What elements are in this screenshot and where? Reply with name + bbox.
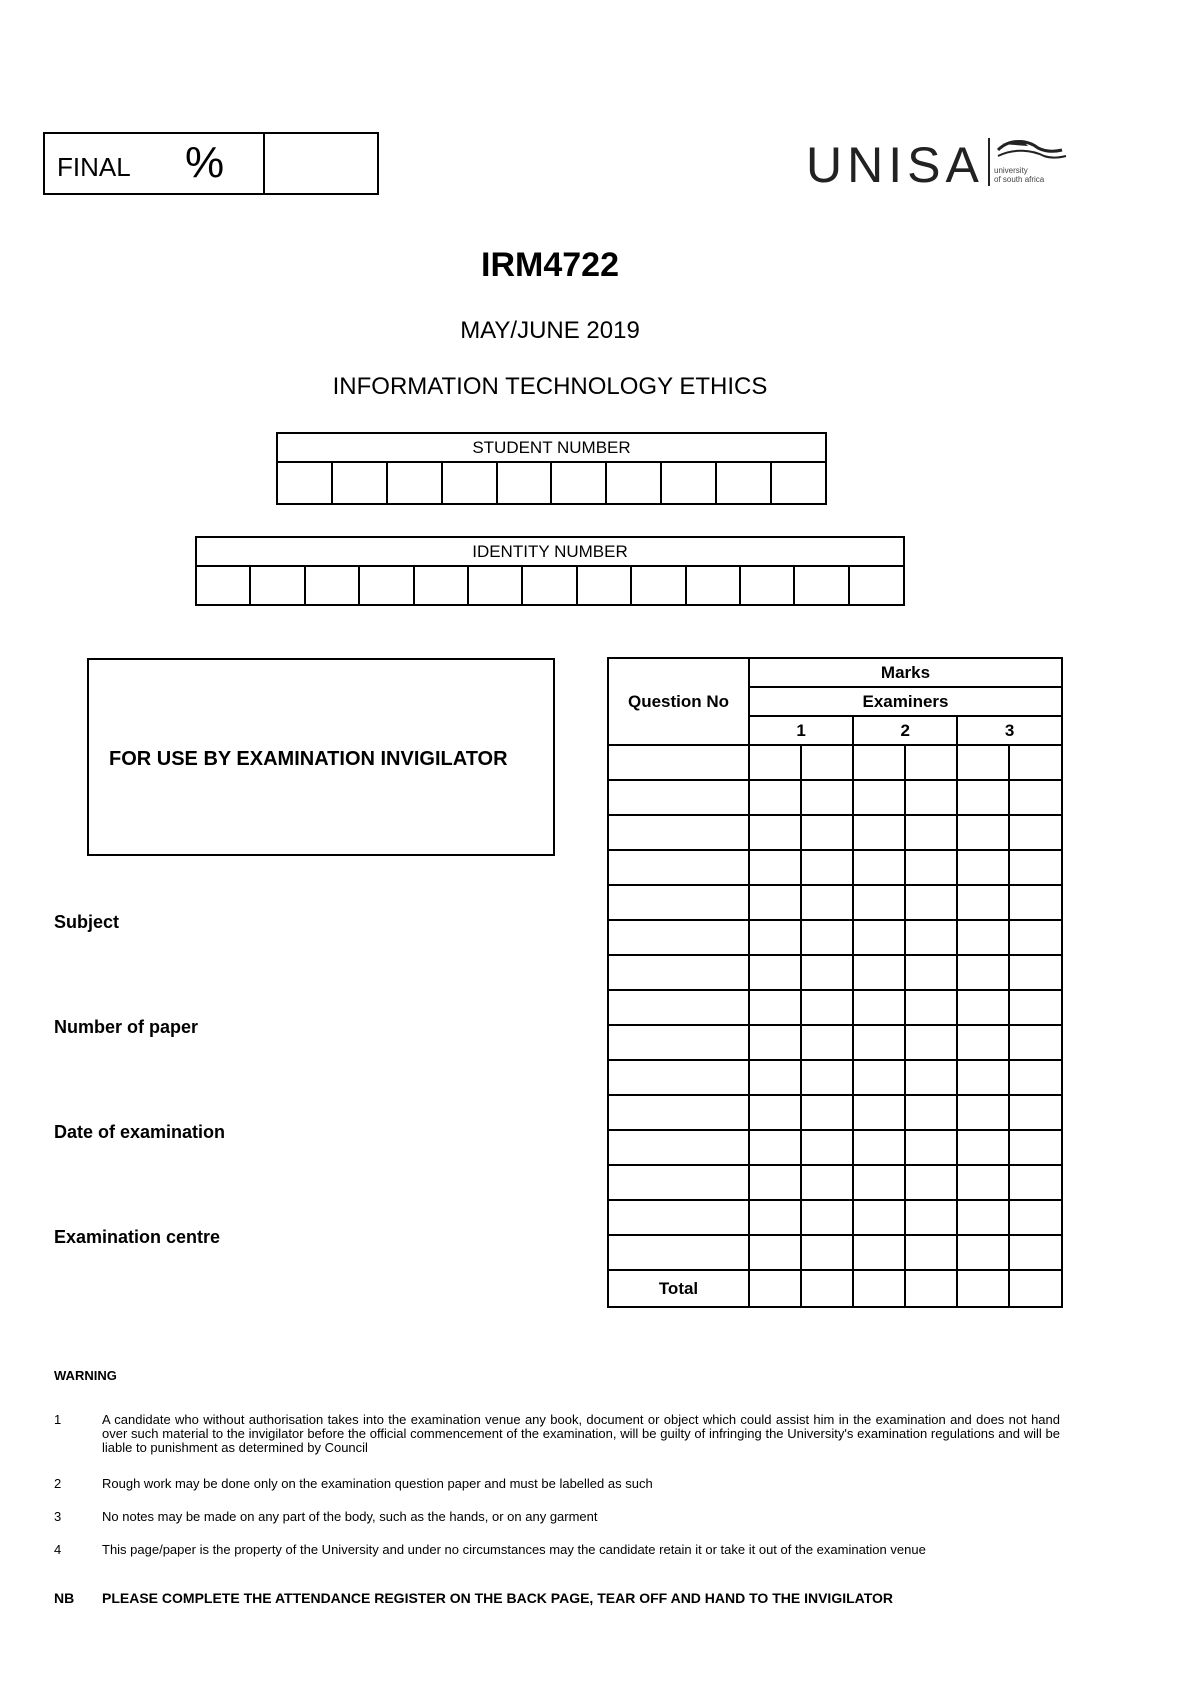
identity-number-grid (195, 536, 905, 606)
mark-cell[interactable] (801, 1025, 853, 1060)
question-no-cell[interactable] (608, 1060, 749, 1095)
mark-cell[interactable] (957, 920, 1009, 955)
student-number-cell[interactable] (442, 462, 497, 504)
total-mark-cell[interactable] (749, 1270, 801, 1307)
mark-cell[interactable] (905, 780, 957, 815)
examiners-header: Examiners (749, 687, 1062, 716)
mark-cell[interactable] (853, 955, 905, 990)
mark-cell[interactable] (1009, 745, 1062, 780)
mark-cell[interactable] (749, 815, 801, 850)
identity-number-cell[interactable] (740, 566, 794, 605)
marks-row (608, 1025, 1062, 1060)
mark-cell[interactable] (749, 780, 801, 815)
mark-cell[interactable] (905, 920, 957, 955)
logo-sub-line2: of south africa (994, 175, 1045, 184)
warning-item-text: Rough work may be done only on the examination question paper and must be labelled as such (102, 1476, 653, 1491)
mark-cell[interactable] (801, 885, 853, 920)
mark-cell[interactable] (957, 955, 1009, 990)
mark-cell[interactable] (957, 780, 1009, 815)
final-percent-box (43, 132, 379, 195)
mark-cell[interactable] (853, 1235, 905, 1270)
mark-cell[interactable] (801, 920, 853, 955)
mark-cell[interactable] (905, 885, 957, 920)
mark-cell[interactable] (905, 955, 957, 990)
student-number-cells (277, 462, 826, 504)
mark-cell[interactable] (749, 1060, 801, 1095)
question-no-cell[interactable] (608, 1095, 749, 1130)
percent-symbol: % (185, 138, 225, 187)
student-number-cell[interactable] (606, 462, 661, 504)
question-no-cell[interactable] (608, 780, 749, 815)
mark-cell[interactable] (801, 850, 853, 885)
mark-cell[interactable] (905, 990, 957, 1025)
marks-row (608, 780, 1062, 815)
mark-cell[interactable] (1009, 990, 1062, 1025)
student-number-cell[interactable] (497, 462, 552, 504)
mark-cell[interactable] (801, 1095, 853, 1130)
mark-cell[interactable] (1009, 885, 1062, 920)
mark-cell[interactable] (749, 850, 801, 885)
mark-cell[interactable] (1009, 1130, 1062, 1165)
question-no-cell[interactable] (608, 1235, 749, 1270)
mark-cell[interactable] (801, 1200, 853, 1235)
mark-cell[interactable] (853, 745, 905, 780)
final-label-cell (45, 134, 265, 193)
marks-header: Marks (749, 658, 1062, 687)
course-code: IRM4722 (481, 246, 619, 284)
mark-cell[interactable] (957, 990, 1009, 1025)
warning-item-number: 4 (54, 1542, 62, 1557)
mark-cell[interactable] (749, 1130, 801, 1165)
exam-centre-label: Examination centre (54, 1227, 221, 1247)
identity-number-cell[interactable] (196, 566, 250, 605)
examiner-2-header: 2 (853, 716, 957, 745)
warning-item-3 (54, 1510, 1060, 1524)
final-percent-entry[interactable] (265, 134, 377, 193)
warning-title: WARNING (54, 1368, 117, 1383)
identity-number-cells (196, 566, 904, 605)
invigilator-box (87, 658, 555, 856)
marks-table-body (608, 745, 1062, 1270)
mark-cell[interactable] (853, 1200, 905, 1235)
paper-number-label: Number of paper (54, 1017, 199, 1037)
examiner-1-header: 1 (749, 716, 853, 745)
marks-row (608, 745, 1062, 780)
question-no-cell[interactable] (608, 990, 749, 1025)
mark-cell[interactable] (853, 920, 905, 955)
question-no-cell[interactable] (608, 1130, 749, 1165)
question-no-cell[interactable] (608, 815, 749, 850)
warning-item-number: 1 (54, 1412, 62, 1427)
marks-row (608, 990, 1062, 1025)
mark-cell[interactable] (801, 745, 853, 780)
identity-number-cell[interactable] (414, 566, 468, 605)
mark-cell[interactable] (801, 815, 853, 850)
mark-cell[interactable] (1009, 955, 1062, 990)
mark-cell[interactable] (853, 1130, 905, 1165)
question-no-cell[interactable] (608, 885, 749, 920)
mark-cell[interactable] (853, 1165, 905, 1200)
mark-cell[interactable] (749, 920, 801, 955)
mark-cell[interactable] (957, 1130, 1009, 1165)
mark-cell[interactable] (957, 1235, 1009, 1270)
mark-cell[interactable] (749, 1235, 801, 1270)
student-number-cell[interactable] (387, 462, 442, 504)
mark-cell[interactable] (853, 1060, 905, 1095)
total-label: Total (608, 1270, 749, 1307)
warning-item-4 (54, 1543, 1060, 1557)
mark-cell[interactable] (957, 850, 1009, 885)
mark-cell[interactable] (957, 1060, 1009, 1095)
mark-cell[interactable] (749, 1165, 801, 1200)
mark-cell[interactable] (853, 1025, 905, 1060)
mark-cell[interactable] (957, 1025, 1009, 1060)
student-number-grid (276, 432, 827, 505)
mark-cell[interactable] (749, 745, 801, 780)
student-number-cell[interactable] (277, 462, 332, 504)
mark-cell[interactable] (801, 1235, 853, 1270)
nb-text: PLEASE COMPLETE THE ATTENDANCE REGISTER ON THE BACK PAGE, TEAR OFF AND HAND TO THE INVIGILATOR (102, 1590, 894, 1606)
identity-number-cell[interactable] (250, 566, 304, 605)
logo-sub-line1: university (994, 166, 1028, 175)
total-mark-cell[interactable] (957, 1270, 1009, 1307)
mark-cell[interactable] (801, 955, 853, 990)
mark-cell[interactable] (905, 745, 957, 780)
warning-item-text: This page/paper is the property of the University and under no circumstances may the candidate retain it or take it out of the examination venue (102, 1542, 926, 1557)
mark-cell[interactable] (905, 1165, 957, 1200)
identity-number-cell[interactable] (686, 566, 740, 605)
warning-item-number: 3 (54, 1509, 62, 1524)
mark-cell[interactable] (1009, 780, 1062, 815)
identity-number-cell[interactable] (522, 566, 576, 605)
mark-cell[interactable] (801, 990, 853, 1025)
mark-cell[interactable] (905, 850, 957, 885)
mark-cell[interactable] (1009, 1060, 1062, 1095)
question-no-cell[interactable] (608, 955, 749, 990)
mark-cell[interactable] (801, 780, 853, 815)
exam-date-label: Date of examination (54, 1122, 226, 1142)
question-no-cell[interactable] (608, 1165, 749, 1200)
mark-cell[interactable] (749, 885, 801, 920)
unisa-logo: UNISA (806, 137, 984, 193)
mark-cell[interactable] (957, 1165, 1009, 1200)
mark-cell[interactable] (1009, 1095, 1062, 1130)
marks-row (608, 1165, 1062, 1200)
examiner-3-header: 3 (957, 716, 1062, 745)
question-no-cell[interactable] (608, 1200, 749, 1235)
identity-number-cell[interactable] (305, 566, 359, 605)
mark-cell[interactable] (853, 815, 905, 850)
student-number-cell[interactable] (771, 462, 826, 504)
warning-item-1 (54, 1413, 1060, 1455)
marks-row (608, 955, 1062, 990)
total-mark-cell[interactable] (1009, 1270, 1062, 1307)
marks-row (608, 920, 1062, 955)
mark-cell[interactable] (1009, 1025, 1062, 1060)
mark-cell[interactable] (905, 1060, 957, 1095)
student-number-cell[interactable] (716, 462, 771, 504)
identity-number-cell[interactable] (849, 566, 904, 605)
mark-cell[interactable] (905, 1235, 957, 1270)
mark-cell[interactable] (853, 1095, 905, 1130)
question-no-header: Question No (608, 658, 749, 745)
mark-cell[interactable] (801, 1130, 853, 1165)
mark-cell[interactable] (905, 1130, 957, 1165)
mark-cell[interactable] (749, 1095, 801, 1130)
mark-cell[interactable] (905, 1200, 957, 1235)
mark-cell[interactable] (957, 1095, 1009, 1130)
mark-cell[interactable] (1009, 1200, 1062, 1235)
total-mark-cell[interactable] (853, 1270, 905, 1307)
mark-cell[interactable] (801, 1165, 853, 1200)
student-number-cell[interactable] (332, 462, 387, 504)
final-label: FINAL (57, 152, 131, 182)
question-no-cell[interactable] (608, 850, 749, 885)
question-no-cell[interactable] (608, 920, 749, 955)
mark-cell[interactable] (801, 1060, 853, 1095)
marks-table (607, 657, 1063, 1308)
unisa-logo-subtitle (994, 166, 1044, 184)
total-mark-cell[interactable] (801, 1270, 853, 1307)
mark-cell[interactable] (1009, 850, 1062, 885)
mark-cell[interactable] (1009, 815, 1062, 850)
student-number-cell[interactable] (551, 462, 606, 504)
subject-label: Subject (54, 912, 120, 932)
warning-item-2 (54, 1477, 1060, 1491)
mark-cell[interactable] (905, 815, 957, 850)
warning-item-text: A candidate who without authorisation takes into the examination venue any book, document or object which could assist him in the examination and does not hand over such material to the invigilator before the official commencement of the examination, will be guilty of infringing the University's examination regulations and will be liable to punishment as determined by Council (102, 1412, 1060, 1455)
course-title: INFORMATION TECHNOLOGY ETHICS (332, 373, 768, 400)
mark-cell[interactable] (749, 990, 801, 1025)
student-number-label: STUDENT NUMBER (277, 433, 826, 462)
identity-number-cell[interactable] (631, 566, 685, 605)
mark-cell[interactable] (1009, 1165, 1062, 1200)
identity-number-label: IDENTITY NUMBER (196, 537, 904, 566)
total-mark-cell[interactable] (905, 1270, 957, 1307)
mark-cell[interactable] (749, 1025, 801, 1060)
identity-number-cell[interactable] (359, 566, 413, 605)
marks-row (608, 815, 1062, 850)
warning-item-number: 2 (54, 1476, 62, 1491)
mark-cell[interactable] (749, 1200, 801, 1235)
mark-cell[interactable] (853, 990, 905, 1025)
marks-row (608, 885, 1062, 920)
mark-cell[interactable] (853, 885, 905, 920)
mark-cell[interactable] (957, 745, 1009, 780)
marks-row (608, 1060, 1062, 1095)
student-number-cell[interactable] (661, 462, 716, 504)
identity-number-cell[interactable] (577, 566, 631, 605)
marks-row (608, 1200, 1062, 1235)
nb-label: NB (54, 1590, 75, 1606)
marks-row (608, 1235, 1062, 1270)
mark-cell[interactable] (905, 1095, 957, 1130)
warning-item-text: No notes may be made on any part of the body, such as the hands, or on any garment (102, 1509, 598, 1524)
identity-number-cell[interactable] (468, 566, 522, 605)
question-no-cell[interactable] (608, 1025, 749, 1060)
mark-cell[interactable] (905, 1025, 957, 1060)
marks-row (608, 1130, 1062, 1165)
marks-row (608, 1095, 1062, 1130)
mark-cell[interactable] (957, 885, 1009, 920)
mark-cell[interactable] (1009, 1235, 1062, 1270)
mark-cell[interactable] (1009, 920, 1062, 955)
mark-cell[interactable] (853, 850, 905, 885)
invigilator-label: FOR USE BY EXAMINATION INVIGILATOR (109, 748, 508, 770)
nb-notice (54, 1591, 1060, 1605)
mark-cell[interactable] (749, 955, 801, 990)
question-no-cell[interactable] (608, 745, 749, 780)
mark-cell[interactable] (853, 780, 905, 815)
identity-number-cell[interactable] (794, 566, 848, 605)
marks-row (608, 850, 1062, 885)
mark-cell[interactable] (957, 1200, 1009, 1235)
exam-session: MAY/JUNE 2019 (460, 317, 640, 344)
mark-cell[interactable] (957, 815, 1009, 850)
